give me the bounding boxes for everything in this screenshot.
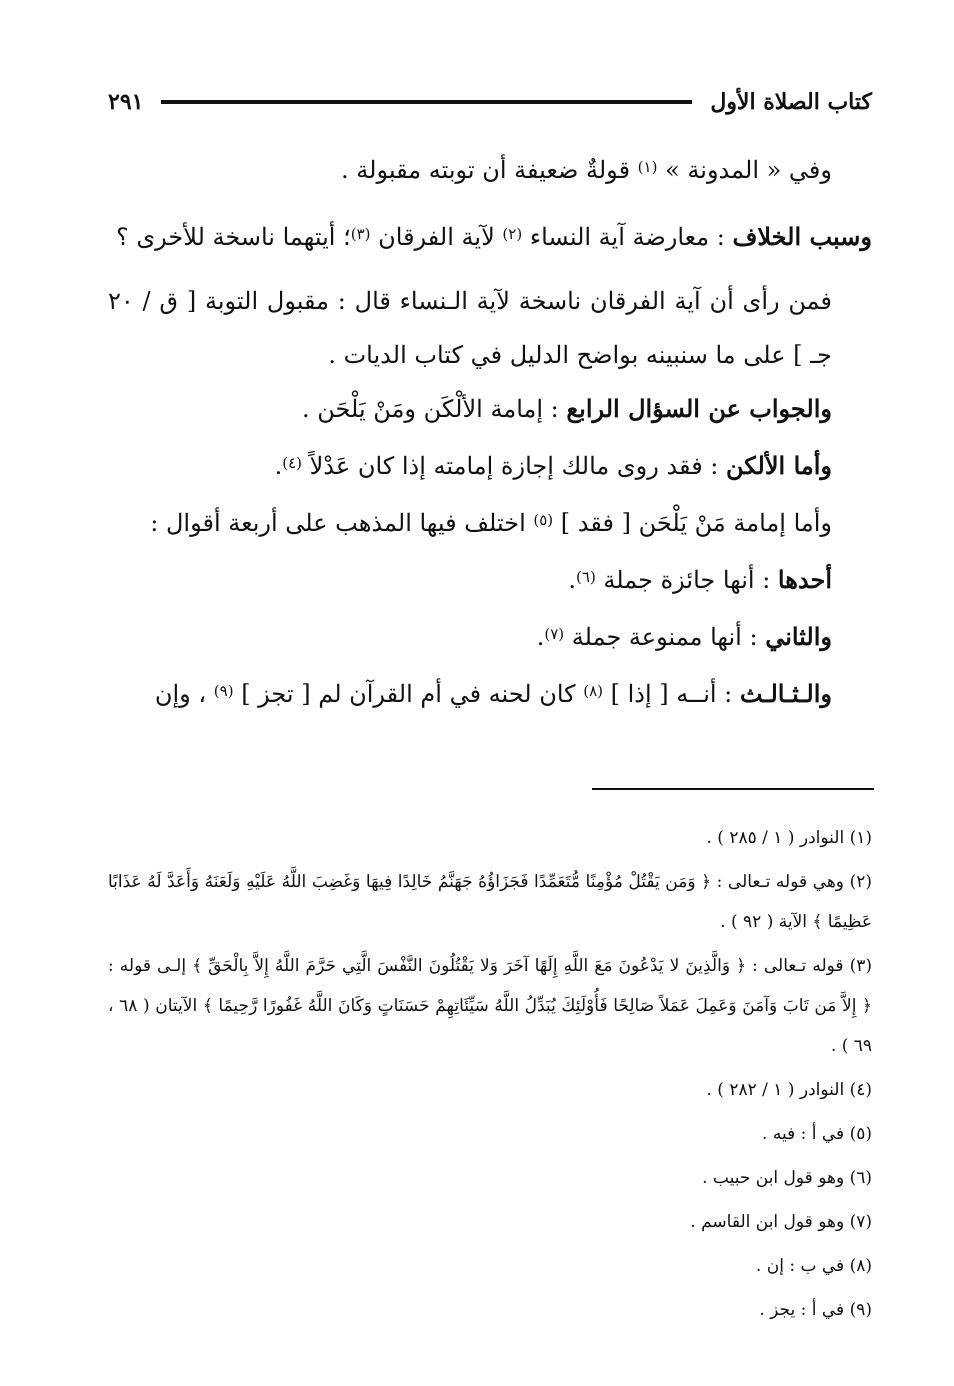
paragraph-9 [108, 664, 872, 721]
lead-term: والجواب عن السؤال الرابع [566, 394, 832, 423]
text-run: . [274, 452, 283, 480]
footnote-2: (٢) وهي قوله تـعالى : ﴿ وَمَن يَقْتُلْ مُؤْمِنًا مُّتَعَمِّدًا فَجَزَاؤُهُ جَهَنَّمُ خَالِدًا فِيهَا وَغَضِبَ اللَّهُ عَلَيْهِ وَلَعَنَهُ وَأَعَدَّ لَهُ عَذَابًا عَظِيمًا ﴾ الآية ( ٩٢ ) . [108, 872, 872, 932]
text-run: كان لحنه في أم القرآن لم [ تجز ] [233, 680, 584, 708]
footnote-separator [592, 788, 874, 790]
footnote-5: (٥) في أ : فيه . [762, 1124, 872, 1144]
text-run: : أنها ممنوعة جملة [564, 623, 766, 651]
footnotes [108, 818, 872, 1334]
footnote-ref[interactable]: (٣) [350, 225, 371, 243]
text-run: اختلف فيها المذهب على أربعة أقوال : [150, 509, 534, 537]
page-header [108, 82, 872, 122]
text-run: ، وإن [154, 680, 214, 708]
lead-term: وأما الألكن [726, 451, 832, 480]
footnote-9: (٩) في أ : يجز . [759, 1300, 872, 1320]
lead-term: والـثـالـث [739, 679, 832, 708]
header-rule [161, 100, 692, 104]
footnote-ref[interactable]: (٦) [576, 568, 596, 586]
footnote-ref[interactable]: (٥) [533, 511, 554, 529]
running-title: كتاب الصلاة الأول [710, 89, 872, 115]
text-run: ؛ أيتهما ناسخة للأخرى ؟ [116, 223, 351, 251]
text-run: فمن رأى أن آية الفرقان ناسخة لآية الـنساء قال : مقبول التوبة [ ق / ٢٠ جـ ] على ما سنبينه بواضح الدليل في كتاب الديات . [108, 287, 832, 369]
paragraph-8 [108, 607, 872, 664]
lead-term: أحدها [777, 565, 832, 594]
text-run: وأما إمامة مَنْ يَلْحَن [ فقد ] [553, 509, 832, 537]
paragraph-2 [108, 207, 872, 264]
text-run: . [568, 566, 577, 594]
footnote-8: (٨) في ب : إن . [755, 1256, 872, 1276]
footnote-ref[interactable]: (٢) [502, 225, 523, 243]
footnote-7: (٧) وهو قول ابن القاسم . [690, 1212, 872, 1232]
paragraph-1 [108, 140, 872, 197]
footnote-ref[interactable]: (٨) [583, 682, 603, 700]
text-run: لآية الفرقان [370, 223, 503, 251]
footnote-4: (٤) النوادر ( ١ / ٢٨٢ ) . [706, 1080, 872, 1100]
paragraph-4 [108, 382, 872, 436]
footnote-ref[interactable]: (١) [637, 158, 658, 176]
text-run: : معارضة آية النساء [522, 223, 733, 251]
text-run: : أنــه [ إذا ] [603, 680, 740, 708]
footnote-6: (٦) وهو قول ابن حبيب . [702, 1168, 872, 1188]
footnote-1: (١) النوادر ( ١ / ٢٨٥ ) . [706, 828, 872, 848]
lead-term: وسبب الخلاف [732, 222, 872, 251]
footnote-ref[interactable]: (٤) [282, 454, 302, 472]
footnote-3: (٣) قوله تـعالى : ﴿ وَالَّذِينَ لا يَدْعُونَ مَعَ اللَّهِ إِلَهًا آخَرَ وَلا يَقْتُلُونَ النَّفْسَ الَّتِي حَرَّمَ اللَّهُ إِلاَّ بِالْحَقِّ ﴾ إلـى قوله : ﴿ إِلاَّ مَن تَابَ وَآمَنَ وَعَمِلَ عَمَلاً صَالِحًا فَأُوْلَئِكَ يُبَدِّلُ اللَّهُ سَيِّئَاتِهِمْ حَسَنَاتٍ وَكَانَ اللَّهُ غَفُورًا رَّحِيمًا ﴾ الآيتان ( ٦٨ ، ٦٩ ) . [108, 956, 873, 1056]
paragraph-5 [108, 436, 872, 493]
main-text [108, 140, 872, 721]
text-run: : أنها جائزة جملة [595, 566, 778, 594]
footnote-ref[interactable]: (٩) [213, 682, 234, 700]
paragraph-3 [108, 274, 872, 382]
lead-term: والثاني [765, 622, 832, 651]
page-number: ٢٩١ [108, 89, 144, 115]
text-run: : إمامة الألْكَن ومَنْ يَلْحَن . [302, 395, 567, 423]
paragraph-7 [108, 550, 872, 607]
text-run: قولةٌ ضعيفة أن توبته مقبولة . [341, 156, 638, 184]
paragraph-6 [108, 493, 872, 550]
text-run: وفي « المدونة » [657, 156, 832, 184]
footnote-ref[interactable]: (٧) [544, 625, 565, 643]
text-run: : فقد روى مالك إجازة إمامته إذا كان عَدْلاً [301, 452, 727, 480]
text-run: . [536, 623, 545, 651]
